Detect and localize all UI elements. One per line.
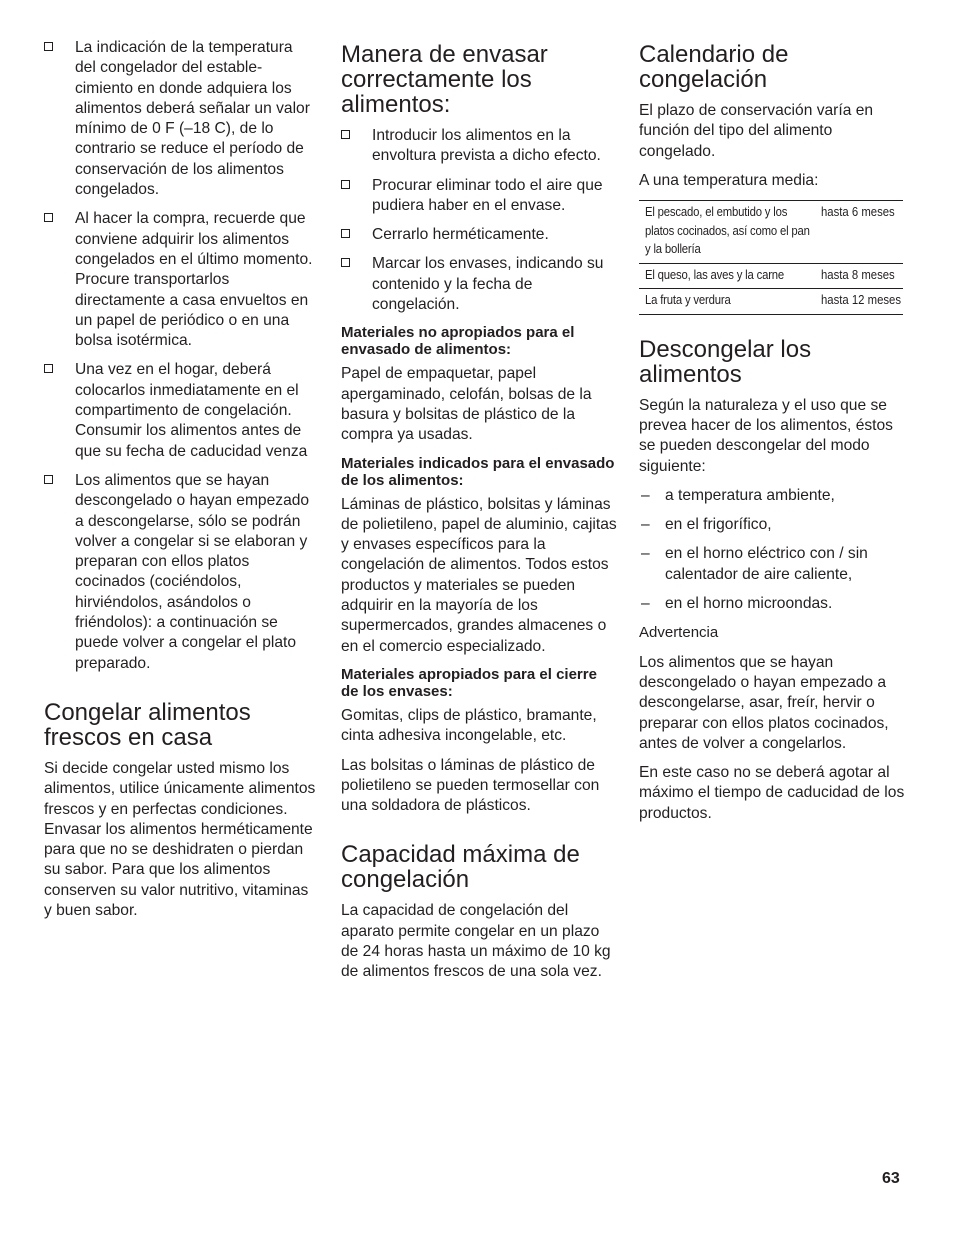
checkbox-bullet-icon [341,229,350,238]
column-middle [341,38,617,992]
time-cell: hasta 6 meses [821,205,895,220]
page-number: 63 [882,1170,900,1187]
table-row [639,289,903,315]
food-cell: La fruta y verdura [639,289,815,315]
bullet-item: Los alimentos que se hayan descongelado o hayan empezado a descongelarse, sólo se podrán volver a congelar si se elaboran y preparan con ellos platos cocinados (cociéndolos, hirviéndolos, asándolos o friéndolos): a continuación se puede volver a congelar el plato preparado. [44,471,316,674]
dash-bullet-icon: – [641,595,650,613]
bullet-item: Una vez en el hogar, deberá colocarlos inmediatamente en el compartimento de congelación. Consumir los alimentos antes de que su fecha de caducidad venza [44,360,316,461]
bullet-item: La indicación de la temperatura del congelador del estable- cimiento en donde adquiera los alimentos deberá señalar un valor mínimo de 0 F (–18 C), de lo contrario se reduce el período de conservación de los alimentos congelados. [44,38,316,200]
unsuitable-materials-text: Papel de empaquetar, papel apergaminado, celofán, bolsas de la basura y bolsitas de plástico de la compra ya usadas. [341,365,592,444]
food-cell: El pescado, el embutido y los platos cocinados, así como el pan y la bollería [645,205,810,257]
dash-bullet-icon: – [641,545,650,563]
column-left [44,38,316,930]
checkbox-bullet-icon [44,364,53,373]
calendar-intro: El plazo de conservación varía en función del tipo del alimento congelado. [639,102,874,160]
final-text: En este caso no se deberá agotar al máximo el tiempo de caducidad de los productos. [639,764,905,822]
subheading-unsuitable-materials: Materiales no apropiados para el envasado de alimentos: [341,324,575,359]
freezing-calendar-table [639,200,903,315]
section-heading-calendar: Calendario de congelación [639,41,789,93]
section-heading-packaging: Manera de envasar correctamente los alimentos: [341,41,548,118]
capacity-text: La capacidad de congelación del aparato permite congelar en un plazo de 24 horas hasta un máximo de 10 kg de alimentos frescos de una sola vez. [341,902,611,981]
bullet-item: Cerrarlo herméticamente. [341,225,617,245]
dash-bullet-icon: – [641,516,650,534]
warning-title: Advertencia [639,624,719,642]
section-heading-freeze-fresh: Congelar alimentos frescos en casa [44,698,251,751]
table-row [639,201,903,264]
checkbox-bullet-icon [341,180,350,189]
checkbox-bullet-icon [44,213,53,222]
dash-bullet-icon: – [641,486,650,504]
food-cell: El queso, las aves y la carne [639,263,815,289]
list-item: – en el horno microondas. [639,594,907,614]
closure-materials-text: Gomitas, clips de plástico, bramante, cinta adhesiva incongelable, etc. [341,706,597,745]
list-item: – en el frigorífico, [639,515,907,535]
bullet-item: Al hacer la compra, recuerde que conviene adquirir los alimentos congelados en el último momento. Procure transportarlos directamente a casa envueltos en un papel de periódico o en una bolsa isotérmica. [44,209,316,351]
bullet-item: Marcar los envases, indicando su contenido y la fecha de congelación. [341,254,617,315]
subheading-suitable-materials: Materiales indicados para el envasado de los alimentos: [341,454,615,489]
list-item: – en el horno eléctrico con / sin calentador de aire caliente, [641,545,868,583]
section-paragraph: Si decide congelar usted mismo los alimentos, utilice únicamente alimentos frescos y en perfectas condiciones. Envasar los alimentos herméticamente para que no se deshidraten o pierdan su sabor. Para que los alimentos conserven su valor nutritivo, vitaminas y buen sabor. [44,759,316,919]
warning-text: Los alimentos que se hayan descongelado o hayan empezado a descongelarse, asar, freír, hervir o preparar con ellos platos cocinados, antes de volver a congelarlos. [639,653,889,752]
calendar-intro-temperature: A una temperatura media: [639,171,819,189]
bullet-item: Introducir los alimentos en la envoltura prevista a dicho efecto. [341,126,617,167]
section-heading-thaw: Descongelar los alimentos [639,335,812,388]
checkbox-bullet-icon [341,258,350,267]
time-cell: hasta 12 meses [815,289,903,315]
suitable-materials-text: Láminas de plástico, bolsitas y láminas de polietileno, papel de aluminio, cajitas y envases específicos para la congelación de alimentos. Todos estos productos y materiales se pueden adquirir en la mayoría de los supermercados, grandes almacenes o en el comercio especializado. [341,495,617,655]
list-item: – a temperatura ambiente, [639,486,907,506]
table-row [639,263,903,289]
heat-seal-text: Las bolsitas o láminas de plástico de polietileno se pueden termosellar con una soldadora de plásticos. [341,756,600,815]
column-right [639,38,907,833]
bullet-item: Procurar eliminar todo el aire que pudiera haber en el envase. [341,176,617,217]
time-cell: hasta 8 meses [815,263,903,289]
checkbox-bullet-icon [44,42,53,51]
checkbox-bullet-icon [341,130,350,139]
section-heading-capacity: Capacidad máxima de congelación [341,841,580,894]
subheading-closure-materials: Materiales apropiados para el cierre de los envases: [341,665,597,700]
checkbox-bullet-icon [44,475,53,484]
thaw-intro: Según la naturaleza y el uso que se prevea hacer de los alimentos, éstos se pueden descongelar del modo siguiente: [639,396,893,475]
